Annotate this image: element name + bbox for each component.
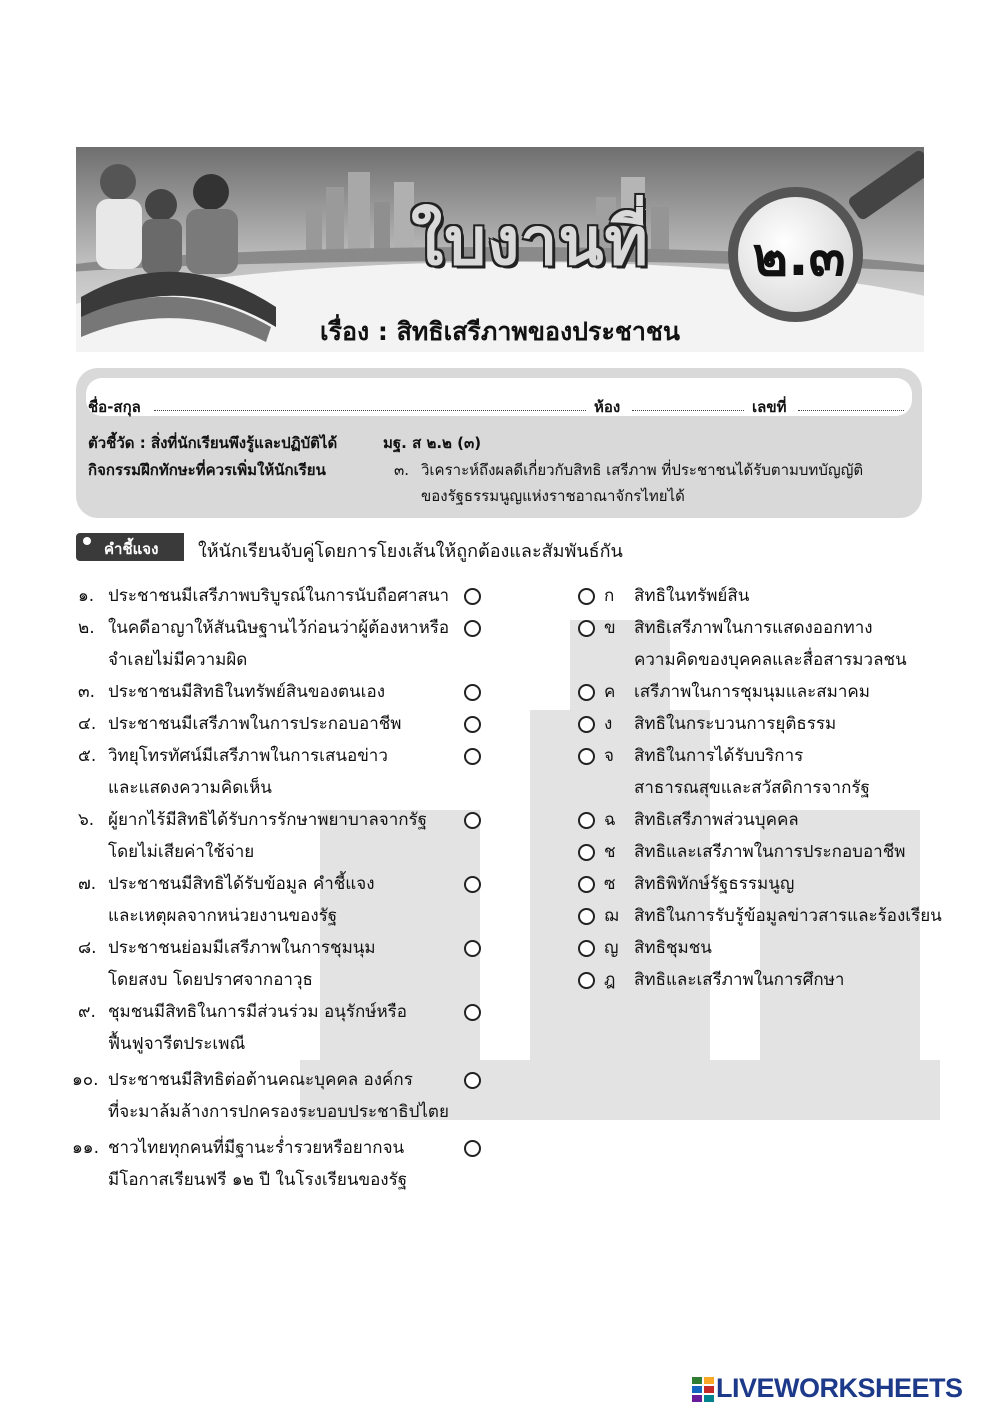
worksheet-title: ใบงานที่	[411, 203, 650, 280]
left-item-text: ประชาชนมีเสรีภาพในการประกอบอาชีพ	[108, 714, 402, 734]
match-dot-left-2[interactable]	[464, 620, 481, 637]
number-field[interactable]	[798, 410, 904, 411]
match-dot-right-1[interactable]	[578, 588, 595, 605]
right-item-text-cont: สาธารณสุขและสวัสดิการจากรัฐ	[634, 778, 870, 798]
right-item-letter: ก	[604, 586, 615, 606]
instruction-tag-label: คำชี้แจง	[104, 540, 159, 558]
match-dot-left-4[interactable]	[464, 716, 481, 733]
right-item-text: สิทธิในการได้รับบริการ	[634, 746, 804, 766]
instruction-tag	[76, 533, 184, 561]
right-item-letter: ฉ	[604, 810, 616, 830]
left-item-text-cont: และแสดงความคิดเห็น	[108, 778, 272, 798]
left-item-text: ประชาชนย่อมมีเสรีภาพในการชุมนุม	[108, 938, 376, 958]
liveworksheets-mark-icon	[692, 1377, 714, 1403]
left-item-number: ๑๐.	[72, 1070, 99, 1090]
right-item-letter: ญ	[604, 938, 619, 958]
left-item-number: ๔.	[78, 714, 97, 734]
activity-number: ๓.	[394, 461, 410, 479]
room-label: ห้อง	[594, 398, 621, 416]
instruction-text: ให้นักเรียนจับคู่โดยการโยงเส้นให้ถูกต้องและสัมพันธ์กัน	[198, 541, 623, 562]
left-item-text-cont: มีโอกาสเรียนฟรี ๑๒ ปี ในโรงเรียนของรัฐ	[108, 1170, 408, 1190]
right-item-text: เสรีภาพในการชุมนุมและสมาคม	[634, 682, 870, 702]
left-item-text-cont: จำเลยไม่มีความผิด	[108, 650, 248, 670]
right-item-letter: ช	[604, 842, 616, 862]
right-item-letter: ข	[604, 618, 616, 638]
match-dot-left-10[interactable]	[464, 1072, 481, 1089]
match-dot-right-11[interactable]	[578, 972, 595, 989]
right-item-text: สิทธิเสรีภาพในการแสดงออกทาง	[634, 618, 873, 638]
left-item-number: ๓.	[78, 682, 96, 702]
left-item-text: ผู้ยากไร้มีสิทธิได้รับการรักษาพยาบาลจากรัฐ	[108, 810, 428, 830]
worksheet-subject: เรื่อง : สิทธิเสรีภาพของประชาชน	[320, 317, 680, 346]
left-item-text: ประชาชนมีเสรีภาพบริบูรณ์ในการนับถือศาสนา	[108, 586, 450, 606]
left-item-text: ชาวไทยทุกคนที่มีฐานะร่ำรวยหรือยากจน	[108, 1138, 405, 1158]
left-item-text-cont: ฟื้นฟูจารีตประเพณี	[108, 1034, 246, 1054]
right-item-letter: ซ	[604, 874, 616, 894]
left-item-text-cont: และเหตุผลจากหน่วยงานของรัฐ	[108, 906, 338, 926]
match-dot-right-8[interactable]	[578, 876, 595, 893]
match-dot-left-8[interactable]	[464, 940, 481, 957]
name-label: ชื่อ-สกุล	[88, 398, 141, 416]
left-item-number: ๗.	[78, 874, 97, 894]
match-dot-left-6[interactable]	[464, 812, 481, 829]
left-item-text: ชุมชนมีสิทธิในการมีส่วนร่วม อนุรักษ์หรือ	[108, 1002, 408, 1022]
right-item-text-cont: ความคิดของบุคคลและสื่อสารมวลชน	[634, 650, 907, 670]
number-label: เลขที่	[752, 398, 787, 416]
match-dot-right-6[interactable]	[578, 812, 595, 829]
right-item-letter: ฌ	[604, 906, 619, 926]
right-item-text: สิทธิเสรีภาพส่วนบุคคล	[634, 810, 799, 830]
left-item-text-cont: โดยสงบ โดยปราศจากอาวุธ	[108, 970, 313, 990]
match-dot-right-3[interactable]	[578, 684, 595, 701]
match-dot-right-2[interactable]	[578, 620, 595, 637]
right-item-text: สิทธิและเสรีภาพในการประกอบอาชีพ	[634, 842, 906, 862]
activity-label: กิจกรรมฝึกทักษะที่ควรเพิ่มให้นักเรียน	[88, 461, 326, 479]
left-item-text-cont: โดยไม่เสียค่าใช้จ่าย	[108, 842, 255, 862]
left-item-number: ๑๑.	[72, 1138, 99, 1158]
name-field[interactable]	[154, 410, 586, 411]
match-dot-right-10[interactable]	[578, 940, 595, 957]
match-dot-right-7[interactable]	[578, 844, 595, 861]
left-item-number: ๘.	[78, 938, 97, 958]
liveworksheets-wordmark: LIVEWORKSHEETS	[716, 1373, 963, 1403]
right-item-text: สิทธิในทรัพย์สิน	[634, 586, 750, 606]
worksheet-number: ๒.๓	[752, 225, 846, 288]
left-item-text-cont: ที่จะมาล้มล้างการปกครองระบอบประชาธิปไตย	[108, 1102, 449, 1122]
left-item-number: ๖.	[78, 810, 95, 830]
left-item-text: ในคดีอาญาให้สันนิษฐานไว้ก่อนว่าผู้ต้องหาหรือ	[108, 618, 450, 638]
right-item-letter: ง	[604, 714, 613, 734]
right-item-text: สิทธิในการรับรู้ข้อมูลข่าวสารและร้องเรียน	[634, 906, 942, 926]
match-dot-left-5[interactable]	[464, 748, 481, 765]
activity-text-line2: ของรัฐธรรมนูญแห่งราชอาณาจักรไทยได้	[421, 487, 685, 505]
left-item-number: ๕.	[78, 746, 97, 766]
right-item-letter: จ	[604, 746, 614, 766]
right-item-text: สิทธิในกระบวนการยุติธรรม	[634, 714, 837, 734]
left-item-text: ประชาชนมีสิทธิในทรัพย์สินของตนเอง	[108, 682, 385, 702]
match-dot-left-7[interactable]	[464, 876, 481, 893]
left-item-number: ๙.	[78, 1002, 96, 1022]
indicator-code: มฐ. ส ๒.๒ (๓)	[383, 434, 482, 452]
left-item-number: ๑.	[78, 586, 95, 606]
right-item-text: สิทธิและเสรีภาพในการศึกษา	[634, 970, 845, 990]
match-dot-left-1[interactable]	[464, 588, 481, 605]
right-item-letter: ค	[604, 682, 616, 702]
left-item-number: ๒.	[78, 618, 95, 638]
match-dot-right-5[interactable]	[578, 748, 595, 765]
right-item-text: สิทธิชุมชน	[634, 938, 712, 958]
right-item-letter: ฎ	[604, 970, 616, 990]
left-item-text: ประชาชนมีสิทธิต่อต้านคณะบุคคล องค์กร	[108, 1070, 413, 1090]
left-item-text: ประชาชนมีสิทธิได้รับข้อมูล คำชี้แจง	[108, 874, 375, 894]
bullet-icon	[83, 537, 91, 545]
left-item-text: วิทยุโทรทัศน์มีเสรีภาพในการเสนอข่าว	[108, 746, 388, 766]
left-item-1	[78, 580, 94, 612]
match-dot-left-3[interactable]	[464, 684, 481, 701]
match-dot-left-9[interactable]	[464, 1004, 481, 1021]
match-dot-right-4[interactable]	[578, 716, 595, 733]
indicator-label: ตัวชี้วัด : สิ่งที่นักเรียนพึงรู้และปฏิบัติได้	[88, 434, 338, 452]
room-field[interactable]	[632, 410, 744, 411]
activity-text-line1: วิเคราะห์ถึงผลดีเกี่ยวกับสิทธิ เสรีภาพ ที่ประชาชนได้รับตามบทบัญญัติ	[421, 461, 864, 479]
info-panel	[76, 368, 922, 518]
right-item-text: สิทธิพิทักษ์รัฐธรรมนูญ	[634, 874, 795, 894]
match-dot-right-9[interactable]	[578, 908, 595, 925]
match-dot-left-11[interactable]	[464, 1140, 481, 1157]
